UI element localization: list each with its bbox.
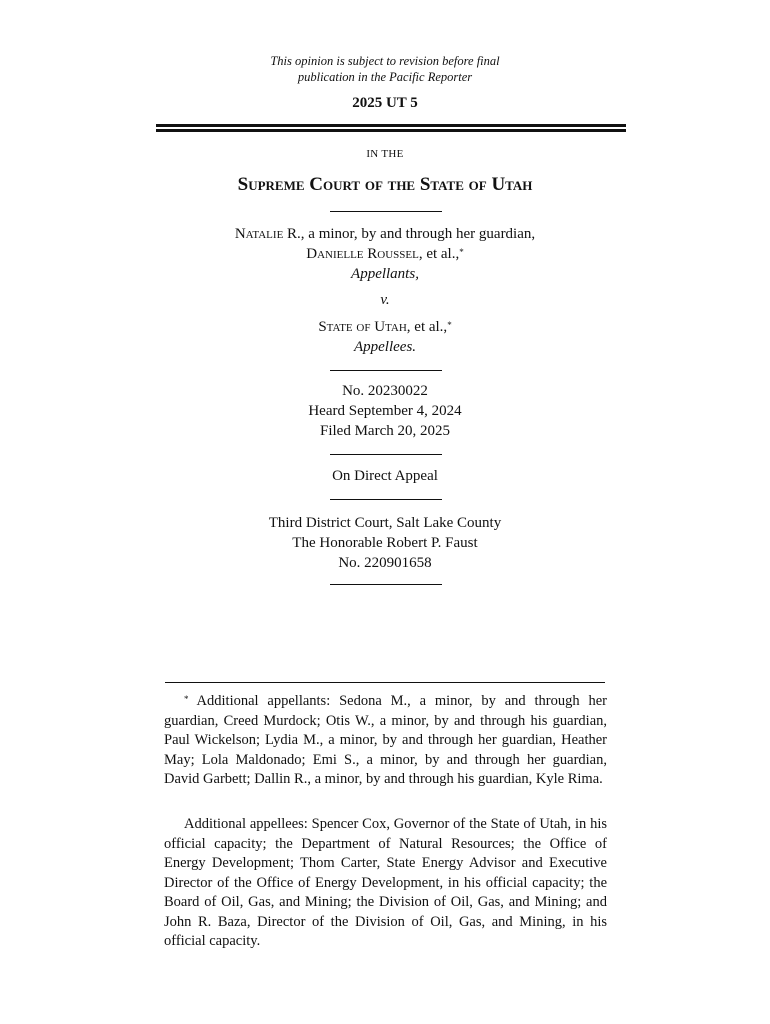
- guardian-name: Danielle Roussel: [306, 246, 419, 262]
- appellees-label: Appellees.: [353, 339, 417, 355]
- divider-rule: [330, 584, 442, 585]
- case-info-block: [0, 381, 770, 441]
- appellee-suffix: , et al.,: [406, 319, 448, 335]
- footnote-separator: [165, 682, 605, 683]
- footnote-additional-appellees: Additional appellees: Spencer Cox, Governor of the State of Utah, in his official capacity; the Department of Natural Resources; the Office of Energy Development; Thom Carter, State Energy Advisor and Executive Director of the Office of Energy Development, in his official capacity; the Board of Oil, Gas, and Mining; the Division of Oil, Gas, and Mining; and John R. Baza, Director of the Division of Oil, Gas, and Mining, in his official capacity.: [164, 816, 607, 949]
- court-name: Supreme Court of the State of Utah: [237, 174, 533, 195]
- appellees-block: [0, 317, 770, 357]
- revision-notice-line-2: publication in the Pacific Reporter: [297, 70, 473, 84]
- divider-rule: [330, 454, 442, 455]
- lower-court-block: [0, 513, 770, 573]
- lower-case-number: No. 220901658: [338, 555, 432, 571]
- lower-court: Third District Court, Salt Lake County: [268, 515, 502, 531]
- appellee-line: [0, 317, 770, 337]
- divider-rule: [330, 499, 442, 500]
- footnote-additional-appellants: [164, 692, 607, 790]
- appellants-block: [0, 224, 770, 284]
- guardian-suffix: , et al.,: [418, 246, 460, 262]
- divider-rule: [330, 211, 442, 212]
- appellants-label: Appellants,: [351, 266, 419, 282]
- revision-notice-line-1: This opinion is subject to revision before final: [270, 54, 500, 68]
- case-number: No. 20230022: [342, 383, 428, 399]
- appeal-type: On Direct Appeal: [332, 468, 438, 484]
- guardian-line: [0, 244, 770, 264]
- versus: v.: [380, 292, 390, 308]
- filed-date: Filed March 20, 2025: [320, 423, 450, 439]
- appellant-name: Natalie R.: [234, 226, 301, 242]
- footnote-appellants-text: Additional appellants: Sedona M., a minor, by and through her guardian, Creed Murdock; Otis W., a minor, by and through his guardian, Paul Wickelson; Lydia M., a minor, by and through her guardian, Heather May; Lola Maldonado; Emi S., a minor, by and through her guardian, David Garbett; Dallin R., a minor, by and through his guardian, Kyle Rima.: [164, 693, 607, 787]
- case-citation: 2025 UT 5: [352, 95, 418, 111]
- appellee-name: State of Utah: [318, 319, 407, 335]
- revision-notice: [0, 53, 770, 85]
- appellant-description: , a minor, by and through her guardian,: [300, 226, 536, 242]
- heard-date: Heard September 4, 2024: [308, 403, 462, 419]
- divider-rule: [330, 370, 442, 371]
- double-rule-divider: [156, 124, 626, 132]
- judge: The Honorable Robert P. Faust: [292, 535, 478, 551]
- in-the-label: IN THE: [366, 148, 404, 160]
- appellant-footnote-marker[interactable]: *: [459, 247, 464, 257]
- appellant-line: [0, 224, 770, 244]
- footnote-marker: *: [184, 694, 189, 704]
- appellee-footnote-marker[interactable]: *: [447, 320, 452, 330]
